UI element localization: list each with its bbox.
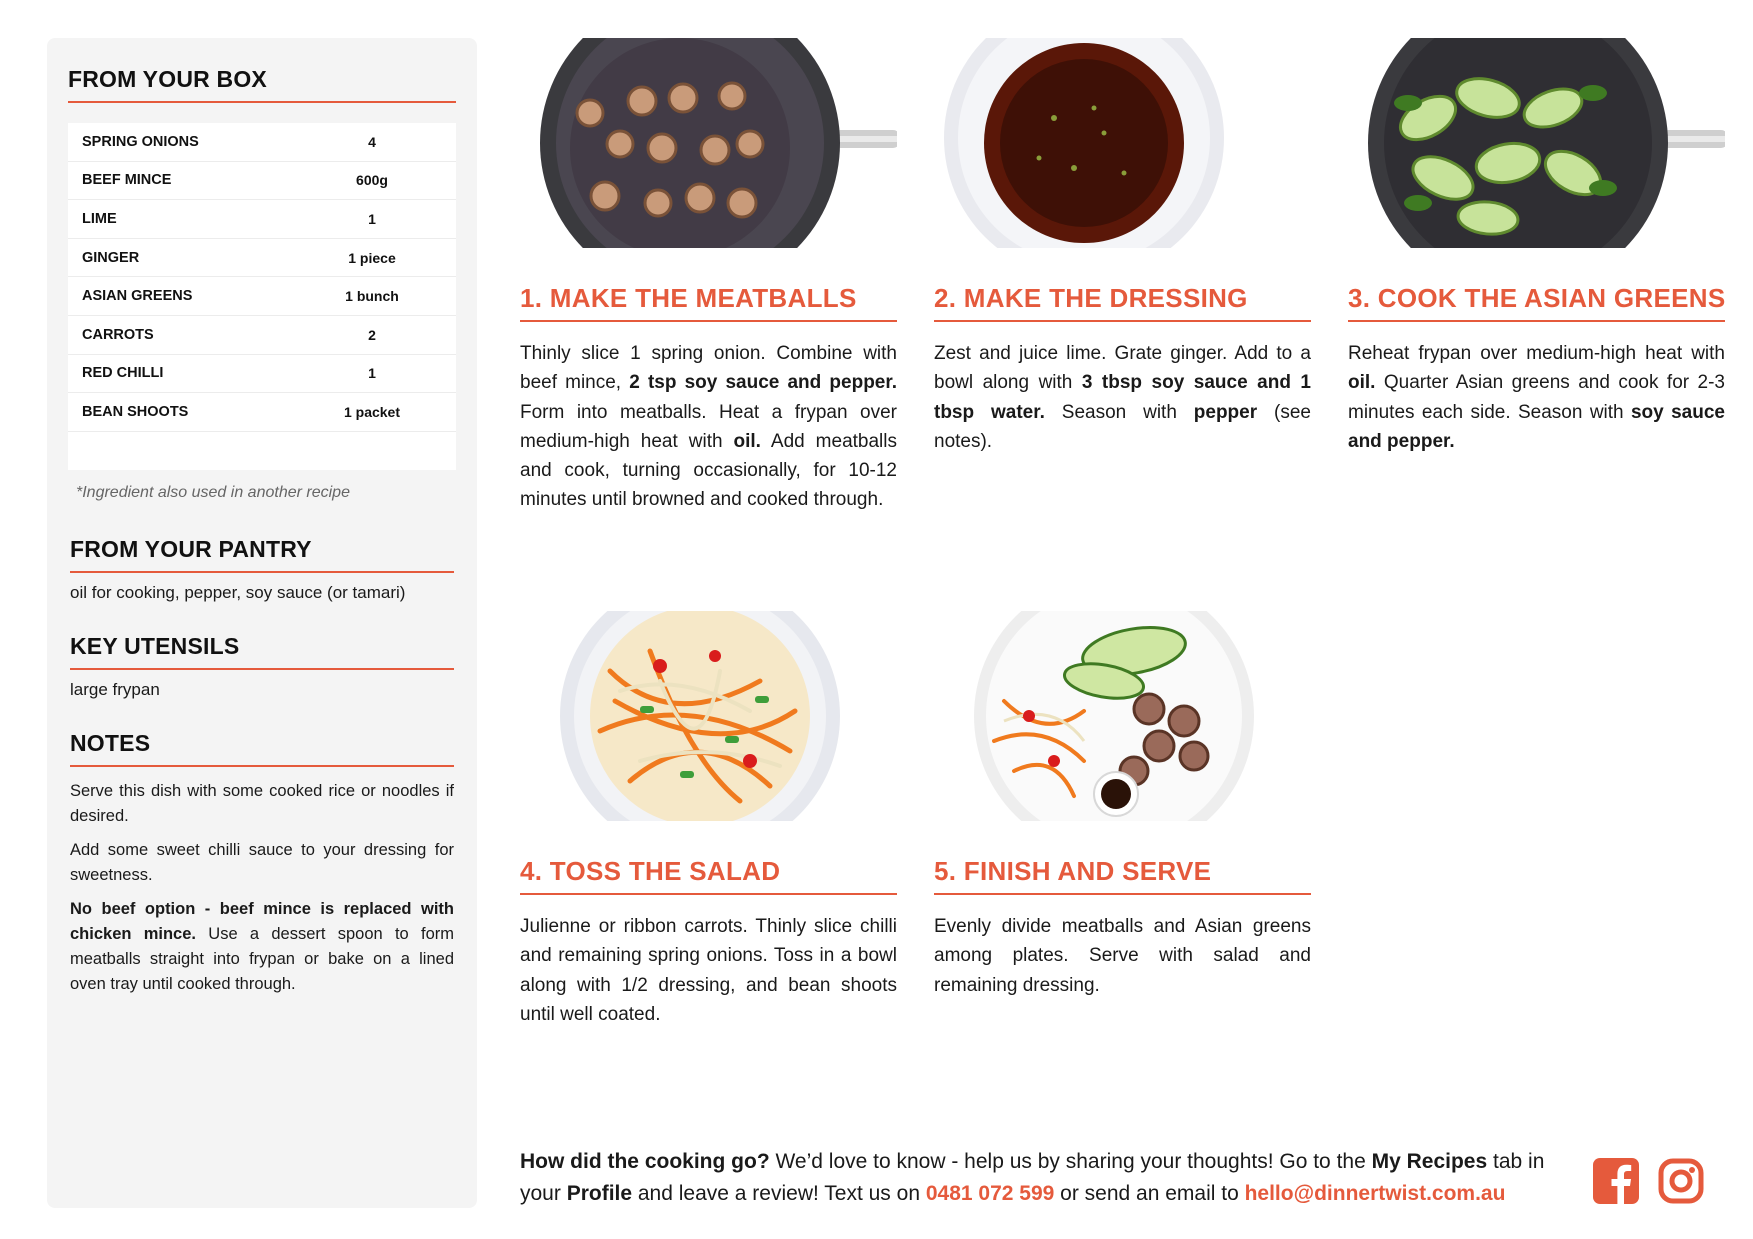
ingredient-qty: 2 (368, 326, 376, 343)
step-3-photo (1348, 38, 1725, 248)
instagram-icon[interactable] (1658, 1158, 1704, 1204)
ingredient-name: ASIAN GREENS (82, 288, 193, 305)
profile-label: Profile (566, 1182, 633, 1205)
ingredient-qty: 1 packet (343, 403, 401, 420)
ingredient-qty: 1 piece (348, 249, 396, 266)
ingredient-qty: 600g (356, 172, 388, 189)
facebook-icon[interactable] (1593, 1158, 1639, 1204)
utensils-section (68, 633, 456, 700)
note-3-bold: No beef option - beef mince is replaced with chicken mince. (70, 899, 454, 943)
step-5-title: 5. FINISH AND SERVE (934, 856, 1311, 895)
pantry-section (68, 536, 456, 603)
step-text-part: Zest and juice lime. Grate ginger. Add to a bowl along with (934, 343, 1311, 394)
pantry-text: oil for cooking, pepper, soy sauce (or tamari) (70, 582, 406, 602)
footer-text: We’d love to know - help us by sharing your thoughts! Go to the (769, 1150, 1372, 1173)
table-row-empty (68, 432, 456, 470)
step-text-bold: oil. (1348, 372, 1376, 394)
utensils-text: large frypan (70, 679, 160, 699)
step-text-part: Form into meatballs. Heat a frypan over medium-high heat with (520, 401, 897, 452)
step-3 (1348, 38, 1725, 456)
box-ingredients-table (68, 123, 456, 470)
salad-bowl-image (520, 611, 897, 821)
frypan-meatballs-image (520, 38, 897, 248)
step-text-part: Thinly slice 1 spring onion. Combine with beef mince, (520, 343, 897, 394)
table-row (68, 355, 456, 394)
note-1: Serve this dish with some cooked rice or noodles if desired. (70, 781, 454, 825)
table-row (68, 123, 456, 162)
ingredient-name: CARROTS (82, 326, 154, 343)
table-row (68, 200, 456, 239)
step-1-title: 1. MAKE THE MEATBALLS (520, 283, 897, 322)
footer-text: or send an email to (1054, 1182, 1245, 1205)
step-3-title: 3. COOK THE ASIAN GREENS (1348, 283, 1725, 322)
step-text-bold: 3 tbsp soy sauce and 1 tbsp water. (934, 372, 1311, 423)
table-row (68, 239, 456, 278)
ingredient-name: SPRING ONIONS (82, 133, 199, 150)
ingredient-qty: 1 bunch (345, 288, 399, 305)
ingredient-name: RED CHILLI (82, 365, 164, 382)
table-row (68, 316, 456, 355)
feedback-footer (520, 1146, 1580, 1210)
footer-text: and leave a review! Text us on (632, 1182, 926, 1205)
step-text-part: Reheat frypan over medium-high heat with (1348, 343, 1725, 364)
ingredient-note: *Ingredient also used in another recipe (76, 483, 350, 501)
table-row (68, 277, 456, 316)
step-text-part: (see notes). (934, 401, 1311, 452)
step-2 (934, 38, 1311, 456)
step-4-title: 4. TOSS THE SALAD (520, 856, 897, 895)
ingredients-sidebar (47, 38, 477, 1208)
ingredient-name: BEAN SHOOTS (82, 403, 189, 420)
my-recipes-label: My Recipes (1371, 1150, 1488, 1173)
step-2-title: 2. MAKE THE DRESSING (934, 283, 1311, 322)
step-2-photo (934, 38, 1311, 248)
ingredient-qty: 4 (368, 133, 376, 150)
box-heading: FROM YOUR BOX (68, 66, 456, 103)
ingredient-qty: 1 (368, 210, 376, 227)
ingredient-qty: 1 (368, 365, 376, 382)
step-1 (520, 38, 897, 515)
dressing-bowl-image (934, 38, 1311, 248)
table-row (68, 393, 456, 432)
footer-text: tab in your (520, 1150, 1545, 1205)
notes-section (68, 730, 456, 997)
notes-heading: NOTES (70, 730, 454, 767)
step-1-text (520, 339, 897, 515)
step-5-text: Evenly divide meatballs and Asian greens among plates. Serve with salad and remaining dressing. (934, 916, 1311, 996)
step-text-part: Add meatballs and cook, turning occasionally, for 10-12 minutes until browned and cooked through. (520, 430, 897, 511)
step-text-part: Season with (1044, 401, 1194, 423)
step-text-bold: pepper (1193, 401, 1258, 423)
ingredient-name: LIME (82, 210, 117, 227)
step-4-photo (520, 611, 897, 821)
step-5 (934, 611, 1311, 1000)
step-1-photo (520, 38, 897, 248)
step-text-bold: 2 tsp soy sauce and pepper. (629, 372, 897, 394)
pantry-heading: FROM YOUR PANTRY (70, 536, 454, 573)
step-3-text (1348, 339, 1725, 456)
note-3 (70, 897, 454, 997)
step-4 (520, 611, 897, 1029)
step-4-text: Julienne or ribbon carrots. Thinly slice chilli and remaining spring onions. Toss in a bowl along with 1/2 dressing, and bean shoots until well coated. (520, 916, 897, 1025)
ingredient-name: GINGER (82, 249, 140, 266)
utensils-heading: KEY UTENSILS (70, 633, 454, 670)
step-2-text (934, 339, 1311, 456)
note-2: Add some sweet chilli sauce to your dressing for sweetness. (70, 840, 454, 884)
email-link[interactable]: hello@dinnertwist.com.au (1244, 1182, 1506, 1205)
step-text-bold: soy sauce and pepper. (1348, 401, 1725, 452)
plated-meal-image (934, 611, 1311, 821)
asian-greens-pan-image (1348, 38, 1725, 248)
table-row (68, 162, 456, 201)
ingredient-name: BEEF MINCE (82, 172, 172, 189)
step-5-photo (934, 611, 1311, 821)
note-3-rest: Use a dessert spoon to form meatballs straight into frypan or bake on a lined oven tray until cooked through. (70, 924, 454, 993)
footer-question: How did the cooking go? (520, 1150, 770, 1173)
phone-link[interactable]: 0481 072 599 (925, 1182, 1055, 1205)
step-text-bold: oil. (733, 430, 761, 452)
step-text-part: Quarter Asian greens and cook for 2-3 minutes each side. Season with (1348, 372, 1725, 423)
